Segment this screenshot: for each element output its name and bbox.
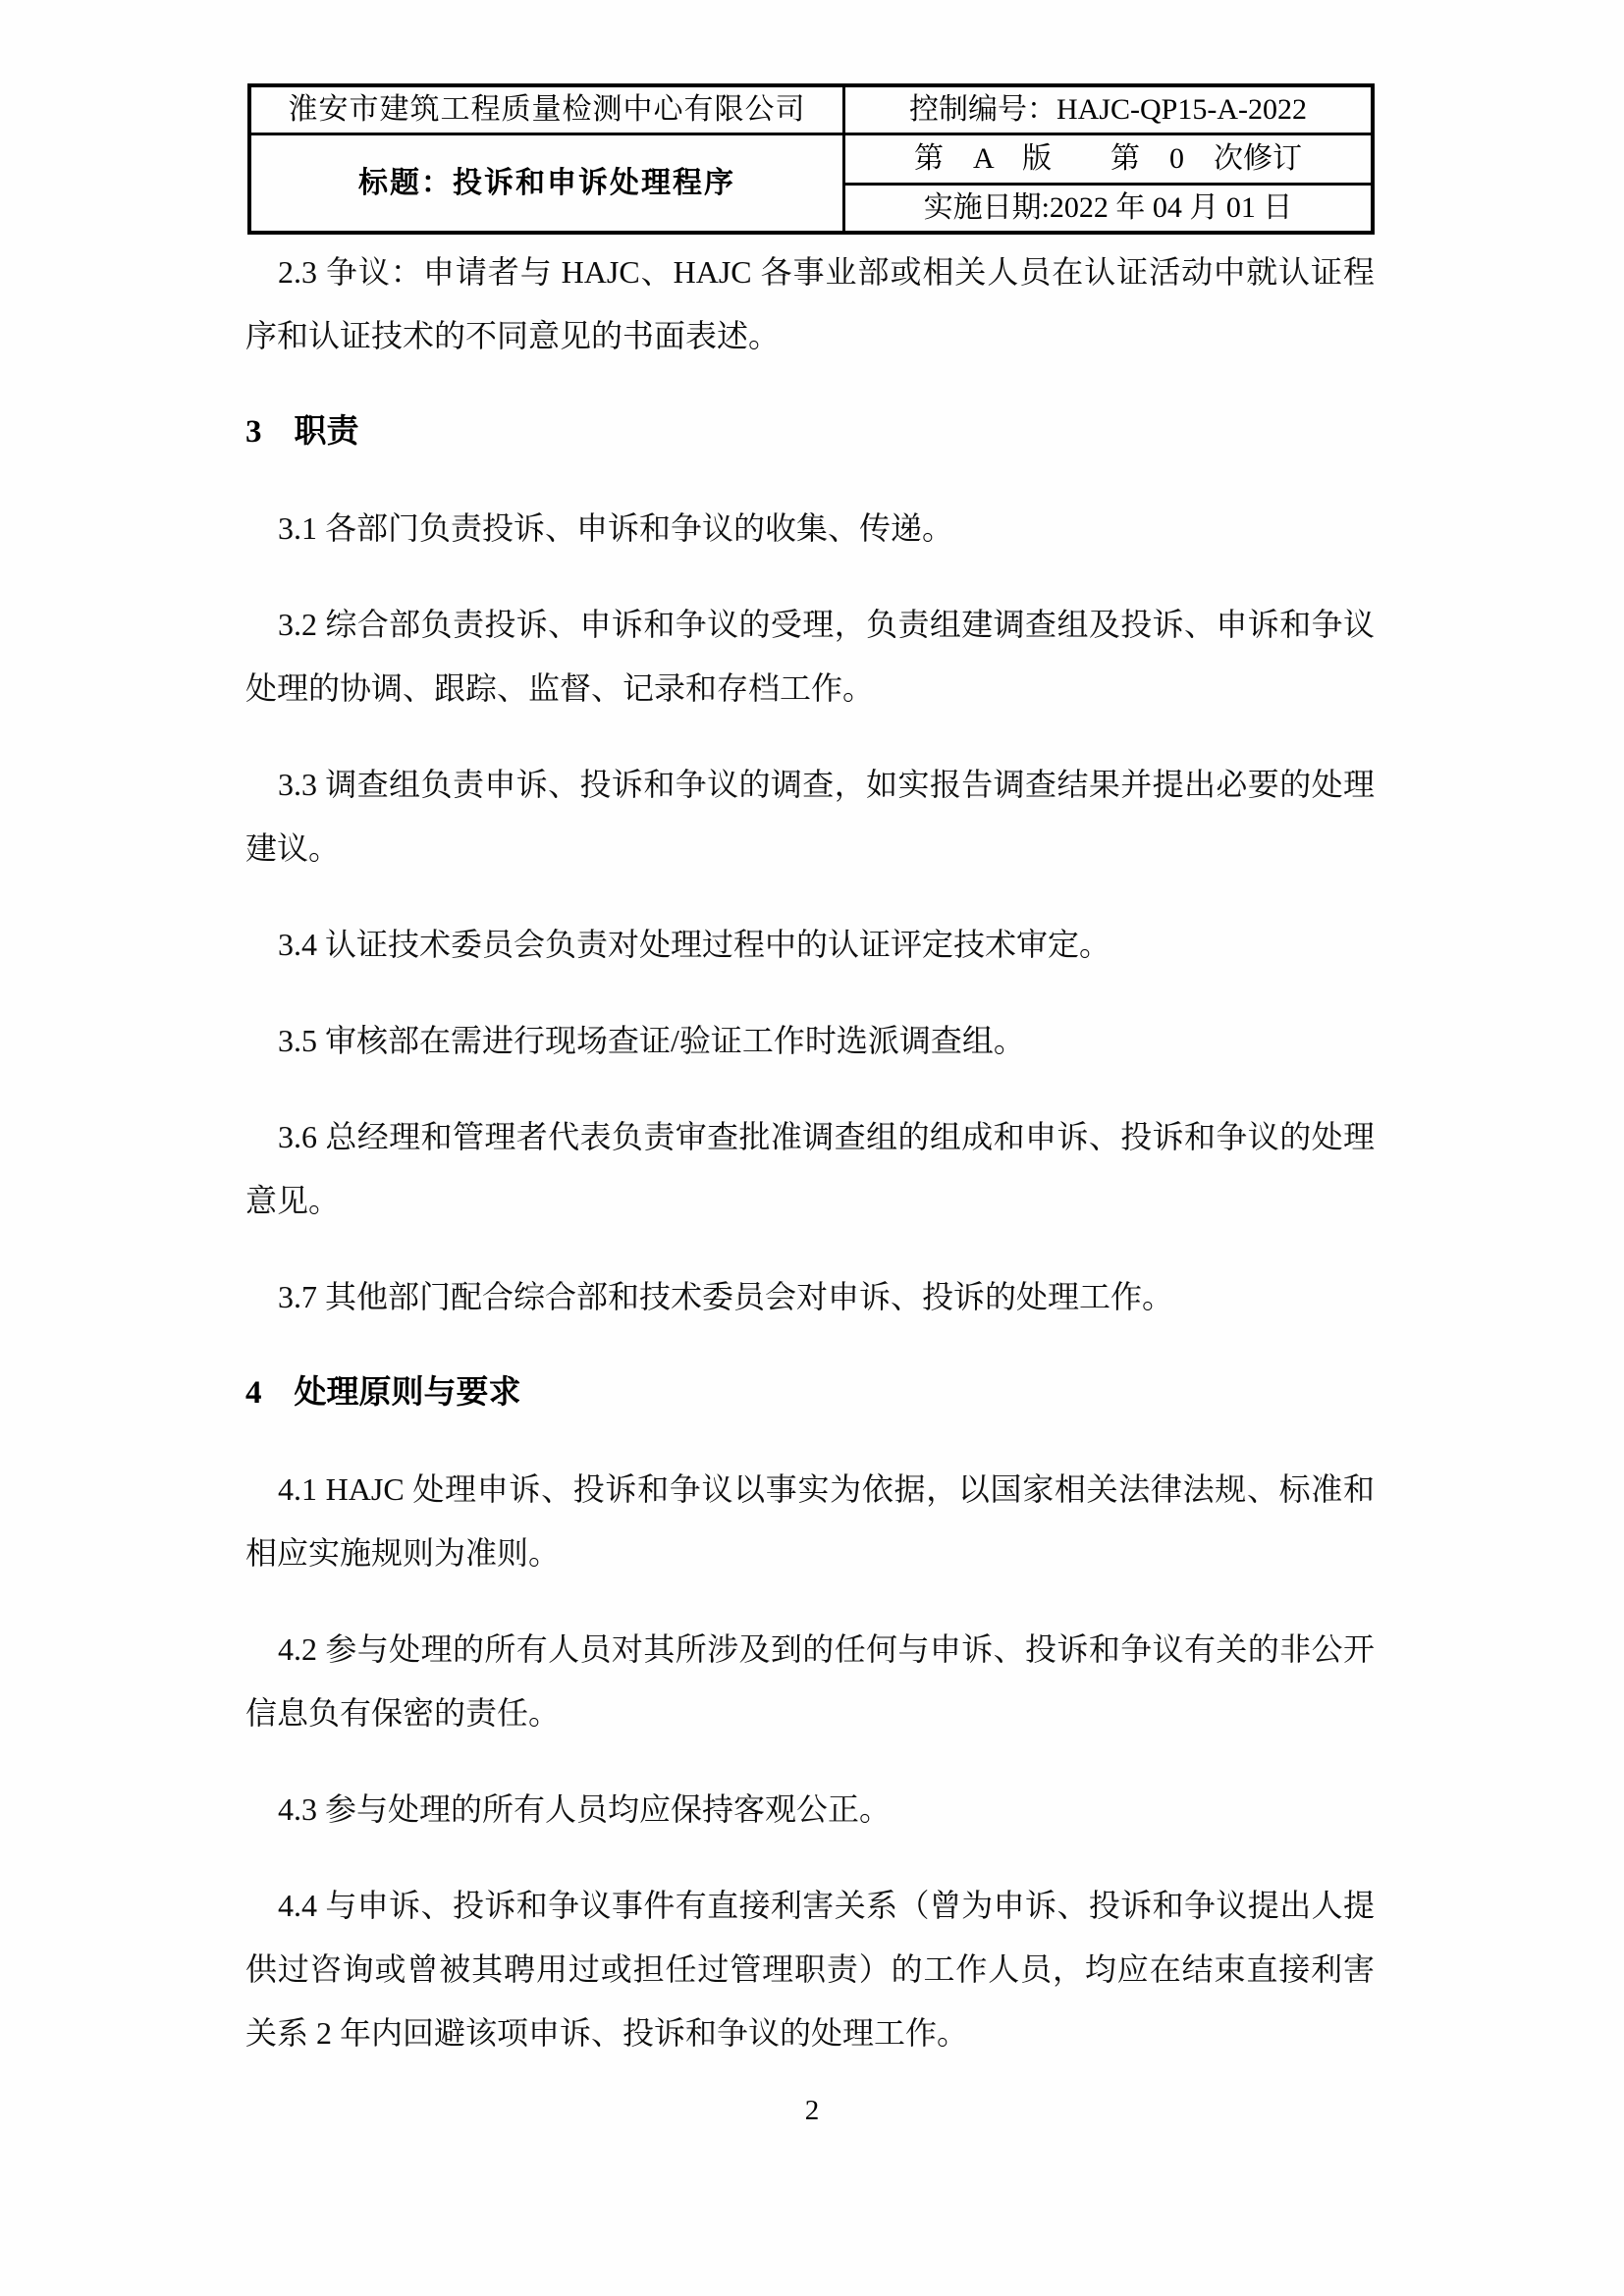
paragraph-4-4: 4.4 与申诉、投诉和争议事件有直接利害关系（曾为申诉、投诉和争议提出人提供过咨询或曾被其聘用过或担任过管理职责）的工作人员，均应在结束直接利害关系 2 年内回避该项申诉、投诉和争议的处理工作。: [245, 1888, 1375, 2051]
paragraph-3-5: 3.5 审核部在需进行现场查证/验证工作时选派调查组。: [278, 1023, 1025, 1058]
paragraph-4-2: 4.2 参与处理的所有人员对其所涉及到的任何与申诉、投诉和争议有关的非公开信息负有保密的责任。: [245, 1631, 1375, 1731]
header-row-1: [249, 85, 1373, 134]
header-row-2: [249, 134, 1373, 185]
paragraph-3-7: 3.7 其他部门配合综合部和技术委员会对申诉、投诉的处理工作。: [278, 1279, 1174, 1314]
company-name: 淮安市建筑工程质量检测中心有限公司: [249, 85, 844, 134]
document-title: 标题：投诉和申诉处理程序: [249, 134, 844, 234]
paragraph-3-6: 3.6 总经理和管理者代表负责审查批准调查组的组成和申诉、投诉和争议的处理意见。: [245, 1119, 1375, 1218]
paragraph-3-3: 3.3 调查组负责申诉、投诉和争议的调查，如实报告调查结果并提出必要的处理建议。: [245, 767, 1375, 866]
paragraph-3-4: 3.4 认证技术委员会负责对处理过程中的认证评定技术审定。: [278, 927, 1111, 962]
control-number: 控制编号：HAJC-QP15-A-2022: [844, 85, 1374, 134]
page-number: 2: [804, 2095, 820, 2126]
paragraph-2-3: 2.3 争议：申请者与 HAJC、HAJC 各事业部或相关人员在认证活动中就认证程序和认证技术的不同意见的书面表述。: [245, 254, 1375, 353]
implementation-date: 实施日期:2022 年 04 月 01 日: [844, 185, 1374, 234]
document-body: [245, 240, 1375, 2098]
header-table: [247, 83, 1375, 235]
paragraph-3-1: 3.1 各部门负责投诉、申诉和争议的收集、传递。: [278, 510, 954, 546]
section-heading-3: 3 职责: [245, 414, 359, 450]
paragraph-4-1: 4.1 HAJC 处理申诉、投诉和争议以事实为依据，以国家相关法律法规、标准和相应实施规则为准则。: [245, 1471, 1375, 1571]
paragraph-4-3: 4.3 参与处理的所有人员均应保持客观公正。: [278, 1791, 892, 1827]
section-heading-4: 4 处理原则与要求: [245, 1375, 521, 1411]
version-revision: 第 A 版 第 0 次修订: [844, 134, 1374, 185]
paragraph-3-2: 3.2 综合部负责投诉、申诉和争议的受理，负责组建调查组及投诉、申诉和争议处理的协调、跟踪、监督、记录和存档工作。: [245, 607, 1375, 706]
